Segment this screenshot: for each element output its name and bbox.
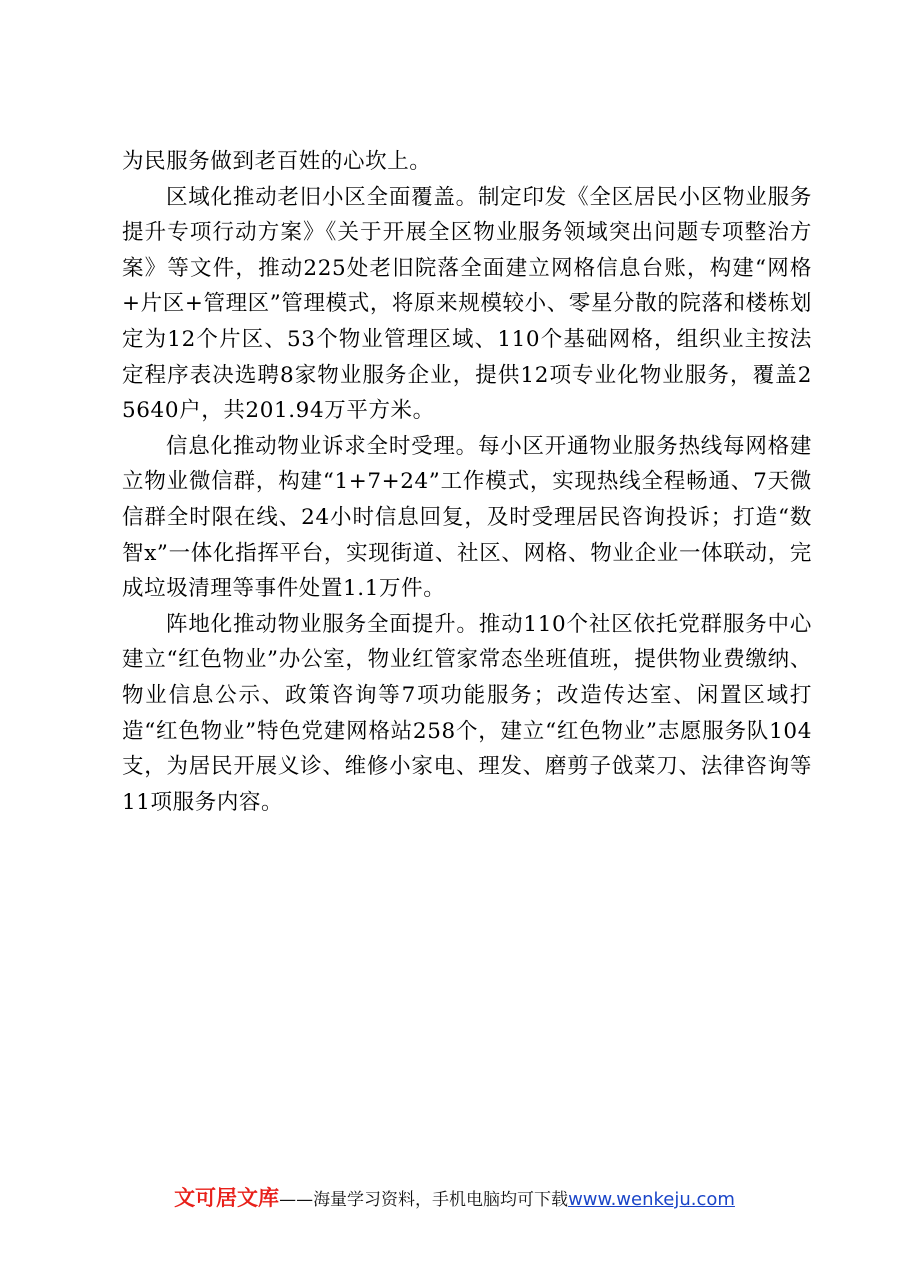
paragraph-continuation: 为民服务做到老百姓的心坎上。: [122, 149, 432, 174]
footer-tagline: ——海量学习资料，手机电脑均可下载: [279, 1190, 569, 1210]
footer-brand: 文可居文库: [174, 1186, 280, 1210]
footer-link[interactable]: www.wenkeju.com: [568, 1189, 735, 1210]
paragraph-position-service: 阵地化推动物业服务全面提升。推动110个社区依托党群服务中心建立“红色物业”办公室，物业红管家常态坐班值班，提供物业费缴纳、物业信息公示、政策咨询等7项功能服务；改造传达室、闲置区域打造“红色物业”特色党建网格站258个，建立“红色物业”志愿服务队104支，为居民开展义诊、维修小家电、理发、磨剪子戗菜刀、法律咨询等11项服务内容。: [122, 611, 812, 815]
paragraph-regional-coverage: 区域化推动老旧小区全面覆盖。制定印发《全区居民小区物业服务提升专项行动方案》《关于开展全区物业服务领域突出问题专项整治方案》等文件，推动225处老旧院落全面建立网格信息台账，构建“网格+片区+管理区”管理模式，将原来规模较小、零星分散的院落和楼栋划定为12个片区、53个物业管理区域、110个基础网格，组织业主按法定程序表决选聘8家物业服务企业，提供12项专业化物业服务，覆盖25640户，共201.94万平方米。: [122, 184, 812, 424]
document-body: [122, 144, 812, 820]
footer-banner: [0, 1182, 909, 1212]
paragraph-information-service: 信息化推动物业诉求全时受理。每小区开通物业服务热线每网格建立物业微信群，构建“1+7+24”工作模式，实现热线全程畅通、7天微信群全时限在线、24小时信息回复，及时受理居民咨询投诉；打造“数智x”一体化指挥平台，实现街道、社区、网格、物业企业一体联动，完成垃圾清理等事件处置1.1万件。: [122, 433, 812, 602]
